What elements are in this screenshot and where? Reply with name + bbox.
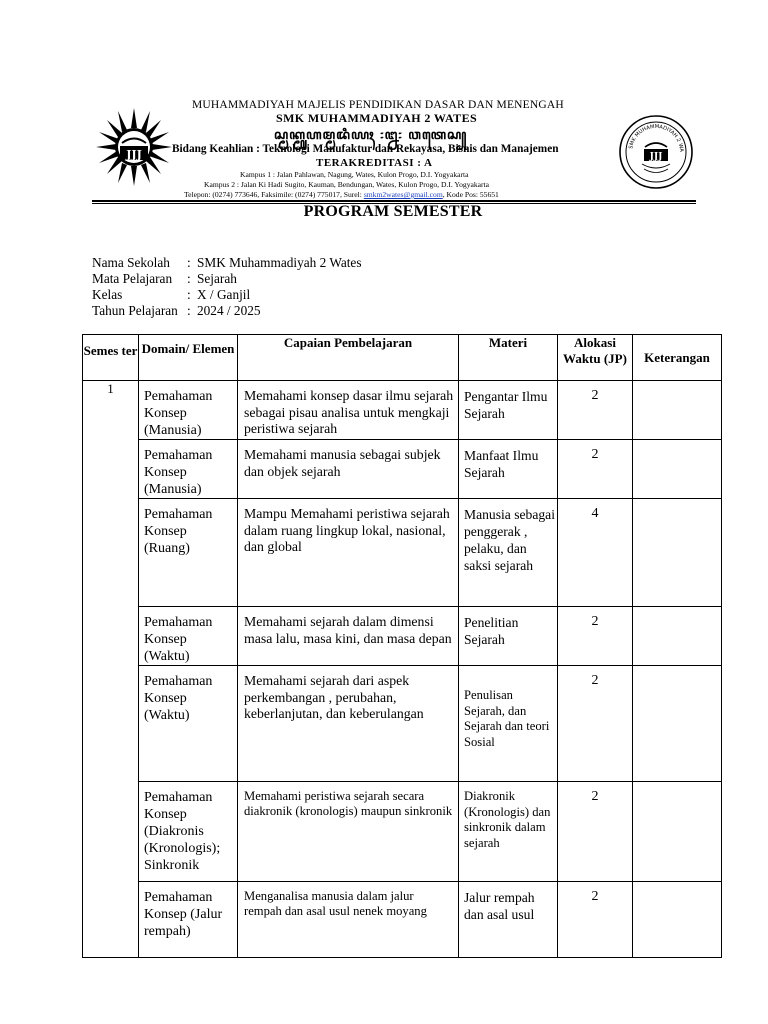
identity-colon: :	[187, 287, 191, 302]
identity-row-subject	[92, 271, 362, 287]
alokasi-cell: 2	[558, 882, 633, 958]
alokasi-cell: 2	[558, 782, 633, 882]
identity-row-year	[92, 303, 362, 319]
domain-cell: Pemahaman Konsep (Jalur rempah)	[139, 882, 238, 958]
keterangan-cell	[633, 440, 722, 499]
page-title: PROGRAM SEMESTER	[303, 203, 483, 220]
letterhead-javanese-name: ꦱ꧀ꦩꦏ꧀ꦩꦸꦲꦩ꧀ꦩꦢꦶꦪꦃ ꧇꧒꧇ ꦮꦠꦺꦱ꧀	[274, 128, 468, 143]
table-row	[83, 499, 722, 607]
materi-cell: Jalur rempah dan asal usul	[459, 882, 558, 958]
postal-code-text: , Kode Pos: 55651	[442, 190, 499, 199]
identity-label: Kelas	[92, 287, 123, 302]
materi-cell: Pengantar Ilmu Sejarah	[459, 381, 558, 440]
alokasi-cell: 4	[558, 499, 633, 607]
letterhead-contact	[184, 190, 499, 199]
identity-value: Sejarah	[197, 271, 237, 286]
table-row	[83, 782, 722, 882]
table-row	[83, 882, 722, 958]
capaian-cell: Memahami sejarah dalam dimensi masa lalu, masa kini, dan masa depan	[238, 607, 459, 666]
domain-cell: Pemahaman Konsep (Waktu)	[139, 607, 238, 666]
materi-cell: Penulisan Sejarah, dan Sejarah dan teori Sosial	[459, 666, 558, 782]
keterangan-cell	[633, 782, 722, 882]
alokasi-cell: 2	[558, 607, 633, 666]
identity-value: SMK Muhammadiyah 2 Wates	[197, 255, 362, 270]
capaian-cell: Memahami peristiwa sejarah secara diakronik (kronologis) maupun sinkronik	[238, 782, 459, 882]
identity-row-class	[92, 287, 362, 303]
materi-cell: Manfaat Ilmu Sejarah	[459, 440, 558, 499]
alokasi-cell: 2	[558, 381, 633, 440]
svg-text:SMK MUHAMMADIYAH 2 WATES: SMK MUHAMMADIYAH 2 WA	[628, 123, 685, 152]
identity-row-school	[92, 255, 362, 271]
identity-colon: :	[187, 271, 191, 286]
letterhead-organization: MUHAMMADIYAH MAJELIS PENDIDIKAN DASAR DAN MENENGAH	[192, 99, 564, 111]
contact-text: Telepon: (0274) 773646, Faksimile: (0274) 775017, Surel:	[184, 190, 364, 199]
domain-cell: Pemahaman Konsep (Manusia)	[139, 381, 238, 440]
header-capaian: Capaian Pembelajaran	[238, 335, 459, 381]
alokasi-cell: 2	[558, 666, 633, 782]
identity-label: Tahun Pelajaran	[92, 303, 178, 318]
email-link[interactable]: smkm2wates@gmail.com	[363, 190, 443, 199]
header-semester: Semes ter	[83, 335, 139, 381]
capaian-cell: Mampu Memahami peristiwa sejarah dalam ruang lingkup lokal, nasional, dan global	[238, 499, 459, 607]
identity-label: Mata Pelajaran	[92, 271, 173, 286]
identity-colon: :	[187, 255, 191, 270]
table-header-row	[83, 335, 722, 381]
letterhead	[92, 96, 696, 202]
semester-cell: 1	[83, 381, 139, 958]
table-row	[83, 440, 722, 499]
program-semester-table	[82, 334, 722, 958]
muhammadiyah-sun-logo-icon	[94, 106, 174, 188]
header-domain: Domain/ Elemen	[139, 335, 238, 381]
keterangan-cell	[633, 607, 722, 666]
identity-value: 2024 / 2025	[197, 303, 261, 318]
keterangan-cell	[633, 666, 722, 782]
keterangan-cell	[633, 499, 722, 607]
table-row	[83, 666, 722, 782]
letterhead-rule-thick	[92, 200, 696, 202]
capaian-cell: Memahami konsep dasar ilmu sejarah sebagai pisau analisa untuk mengkaji peristiwa sejarah	[238, 381, 459, 440]
identity-label: Nama Sekolah	[92, 255, 170, 270]
capaian-cell: Menganalisa manusia dalam jalur rempah dan asal usul nenek moyang	[238, 882, 459, 958]
header-keterangan: Keterangan	[633, 335, 722, 381]
identity-block	[92, 255, 362, 319]
materi-cell: Diakronik (Kronologis) dan sinkronik dalam sejarah	[459, 782, 558, 882]
keterangan-cell	[633, 381, 722, 440]
letterhead-campus-2: Kampus 2 : Jalan Ki Hadi Sugito, Kauman, Bendungan, Wates, Kulon Progo, D.I. Yogyakarta	[204, 180, 490, 189]
svg-text:JJJ: JJJ	[126, 148, 142, 161]
capaian-cell: Memahami manusia sebagai subjek dan objek sejarah	[238, 440, 459, 499]
letterhead-accreditation: TERAKREDITASI : A	[316, 157, 433, 169]
identity-value: X / Ganjil	[197, 287, 251, 302]
header-alokasi: Alokasi Waktu (JP)	[558, 335, 633, 381]
letterhead-school-name: SMK MUHAMMADIYAH 2 WATES	[276, 111, 478, 125]
identity-colon: :	[187, 303, 191, 318]
table-row	[83, 381, 722, 440]
header-materi: Materi	[459, 335, 558, 381]
svg-text:JJJ: JJJ	[649, 152, 663, 162]
letterhead-campus-1: Kampus 1 : Jalan Pahlawan, Nagung, Wates, Kulon Progo, D.I. Yogyakarta	[240, 170, 469, 179]
capaian-cell: Memahami sejarah dari aspek perkembangan , perubahan, keberlanjutan, dan keberulangan	[238, 666, 459, 782]
domain-cell: Pemahaman Konsep (Waktu)	[139, 666, 238, 782]
materi-cell: Penelitian Sejarah	[459, 607, 558, 666]
materi-cell: Manusia sebagai penggerak , pelaku, dan saksi sejarah	[459, 499, 558, 607]
domain-cell: Pemahaman Konsep (Ruang)	[139, 499, 238, 607]
keterangan-cell	[633, 882, 722, 958]
domain-cell: Pemahaman Konsep (Manusia)	[139, 440, 238, 499]
table-row	[83, 607, 722, 666]
letterhead-expertise: Bidang Keahlian : Teknologi Manufaktur dan Rekayasa, Bisnis dan Manajemen	[172, 143, 559, 155]
domain-cell: Pemahaman Konsep (Diakronis (Kronologis); Sinkronik	[139, 782, 238, 882]
school-seal-logo-icon	[618, 114, 694, 190]
alokasi-cell: 2	[558, 440, 633, 499]
